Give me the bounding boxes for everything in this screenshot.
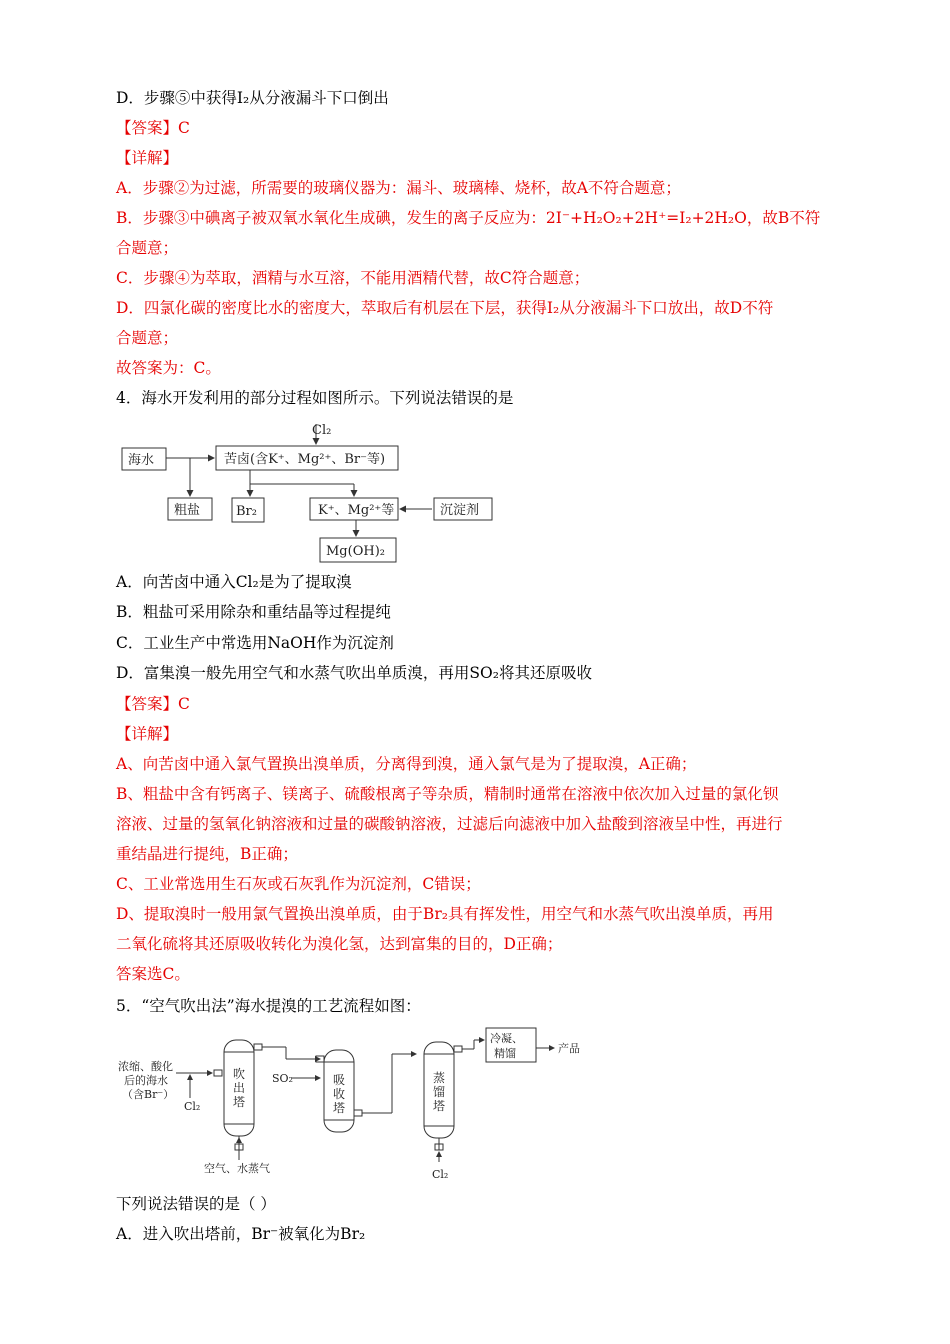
q3-detail-line: 合题意； (116, 239, 179, 257)
q4-detail-line: 重结晶进行提纯，B正确； (116, 845, 298, 863)
tower1-char: 塔 (233, 1095, 246, 1109)
q4-detail-line: 答案选C。 (116, 965, 190, 983)
cl2-label-b: Cl₂ (432, 1168, 449, 1181)
crude-salt-label: 粗盐 (174, 503, 201, 518)
q4-option-b: B．粗盐可采用除杂和重结晶等过程提纯 (116, 603, 391, 621)
rectify-label: 精馏 (494, 1047, 516, 1060)
q3-detail-line: B．步骤③中碘离子被双氧水氧化生成碘，发生的离子反应为：2I⁻+H₂O₂+2H⁺=I₂+2H₂O，故B不符 (116, 209, 821, 227)
q4-detail-line: A、向苦卤中通入氯气置换出溴单质，分离得到溴，通入氯气是为了提取溴，A正确； (116, 755, 697, 773)
q3-detail-line: D．四氯化碳的密度比水的密度大，萃取后有机层在下层，获得I₂从分液漏斗下口放出，故D不符 (116, 299, 774, 317)
q4-stem: 4．海水开发利用的部分过程如图所示。下列说法错误的是 (116, 389, 514, 407)
bittern-label: 苦卤(含K⁺、Mg²⁺、Br⁻等) (224, 452, 386, 467)
q3-detail-line: 故答案为：C。 (116, 359, 221, 377)
seawater-label: 海水 (128, 453, 155, 468)
q4-detail-line: 溶液、过量的氢氧化钠溶液和过量的碳酸钠溶液，过滤后向滤液中加入盐酸到溶液呈中性，再进行 (116, 815, 783, 833)
mgoh2-label: Mg(OH)₂ (326, 544, 385, 559)
q3-detail-heading: 【详解】 (116, 149, 179, 167)
cl2-label-a: Cl₂ (184, 1100, 201, 1113)
q4-detail-line: C、工业常选用生石灰或石灰乳作为沉淀剂，C错误； (116, 875, 481, 893)
tower1-char: 吹 (233, 1067, 246, 1081)
q5-question: 下列说法错误的是（ ） (116, 1195, 276, 1213)
tower2-char: 收 (333, 1087, 346, 1101)
q5-option-a: A．进入吹出塔前，Br⁻被氧化为Br₂ (116, 1225, 366, 1243)
condense-label: 冷凝、 (490, 1032, 523, 1045)
q4-detail-heading: 【详解】 (116, 725, 179, 743)
q4-answer: 【答案】C (116, 695, 190, 713)
q4-seawater-flow-diagram (116, 418, 506, 564)
precipitant-label: 沉淀剂 (440, 503, 480, 518)
cl2-label: Cl₂ (312, 423, 332, 438)
air-steam-label: 空气、水蒸气 (204, 1162, 270, 1175)
product-label: 产品 (558, 1042, 580, 1055)
q3-option-d: D．步骤⑤中获得I₂从分液漏斗下口倒出 (116, 89, 389, 107)
feed-label-1: 浓缩、酸化 (118, 1060, 173, 1073)
q5-stem: 5．“空气吹出法”海水提溴的工艺流程如图： (116, 997, 421, 1015)
q3-detail-line: 合题意； (116, 329, 179, 347)
tower3-char: 蒸 (433, 1071, 446, 1085)
q3-answer: 【答案】C (116, 119, 190, 137)
q4-option-d: D．富集溴一般先用空气和水蒸气吹出单质溴，再用SO₂将其还原吸收 (116, 664, 592, 682)
tower3-char: 馏 (433, 1085, 446, 1099)
q5-bromine-process-diagram (116, 1026, 586, 1184)
tower1-char: 出 (233, 1081, 246, 1095)
q4-detail-line: D、提取溴时一般用氯气置换出溴单质，由于Br₂具有挥发性，用空气和水蒸气吹出溴单质，再用 (116, 905, 774, 923)
br2-label: Br₂ (236, 504, 257, 519)
q3-detail-line: C．步骤④为萃取，酒精与水互溶，不能用酒精代替，故C符合题意； (116, 269, 590, 287)
tower2-char: 塔 (333, 1101, 346, 1115)
tower3-char: 塔 (433, 1099, 446, 1113)
q3-detail-line: A．步骤②为过滤，所需要的玻璃仪器为：漏斗、玻璃棒、烧杯，故A不符合题意； (116, 179, 681, 197)
q4-detail-line: B、粗盐中含有钙离子、镁离子、硫酸根离子等杂质，精制时通常在溶液中依次加入过量的氯化钡 (116, 785, 779, 803)
feed-label-3: （含Br⁻） (122, 1088, 175, 1101)
feed-label-2: 后的海水 (124, 1074, 168, 1087)
so2-label: SO₂ (272, 1072, 293, 1085)
q4-option-c: C．工业生产中常选用NaOH作为沉淀剂 (116, 634, 394, 652)
q4-option-a: A．向苦卤中通入Cl₂是为了提取溴 (116, 573, 352, 591)
q4-detail-line: 二氧化硫将其还原吸收转化为溴化氢，达到富集的目的，D正确； (116, 935, 563, 953)
tower2-char: 吸 (333, 1073, 346, 1087)
k-mg-label: K⁺、Mg²⁺等 (318, 503, 395, 518)
